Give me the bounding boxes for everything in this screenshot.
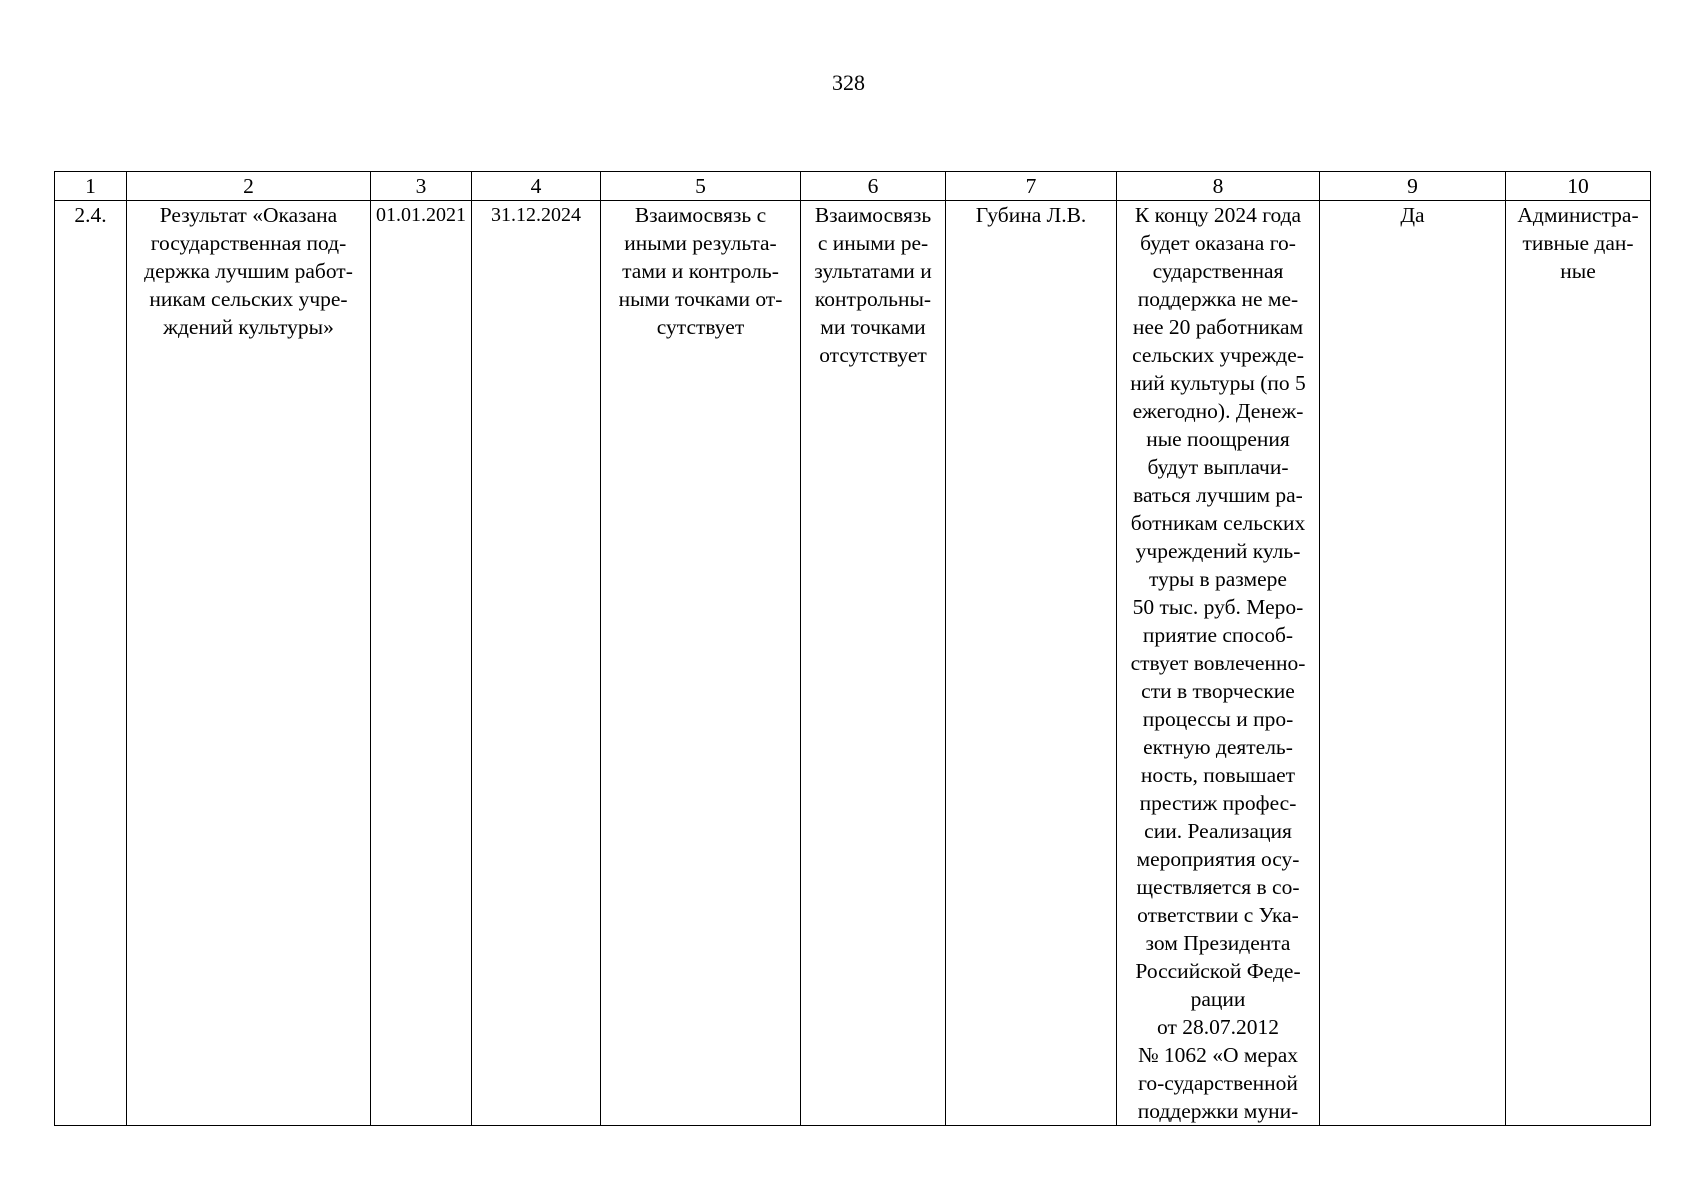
column-number-3: 3 bbox=[371, 172, 472, 201]
interrelation-points-cell bbox=[801, 201, 946, 1126]
column-number-row bbox=[55, 172, 1651, 201]
table-row bbox=[55, 201, 1651, 1126]
responsible-cell bbox=[946, 201, 1117, 1126]
column-number-7: 7 bbox=[946, 172, 1117, 201]
responsible-person: Губина Л.В. bbox=[975, 203, 1087, 227]
flag-cell bbox=[1320, 201, 1506, 1126]
description-cell bbox=[1117, 201, 1320, 1126]
interrelation-results-cell bbox=[601, 201, 801, 1126]
start-date-cell bbox=[371, 201, 472, 1126]
end-date-cell bbox=[472, 201, 601, 1126]
result-table bbox=[54, 171, 1651, 1126]
description-text: К концу 2024 года будет оказана го- сударственная поддержка не ме- нее 20 работникам сельских учрежде- ний культуры (по 5 ежегодно). Денеж- ные поощрения будут выплачи- ваться лучшим ра- ботникам сельских учреждений куль- туры в размере 50 тыс. руб. Меро- приятие способ- ствует вовлеченно- сти в творческие процессы и про- ектную деятель- ность, повышает престиж профес- сии. Реализация мероприятия осу- ществляется в со- ответствии с Ука- зом Президента Российской Феде- рации от 28.07.2012 № 1062 «О мерах го-сударственной поддержки муни- bbox=[1130, 203, 1306, 1123]
flag-value: Да bbox=[1400, 203, 1425, 227]
interrelation-results-text: Взаимосвязь с иными результа- тами и контроль- ными точками от- сутствует bbox=[618, 203, 783, 339]
column-number-2: 2 bbox=[127, 172, 371, 201]
source-text: Администра- тивные дан- ные bbox=[1517, 203, 1639, 283]
interrelation-points-text: Взаимосвязь с иными ре- зультатами и контрольны- ми точками отсутствует bbox=[814, 203, 932, 367]
end-date: 31.12.2024 bbox=[491, 204, 581, 226]
start-date: 01.01.2021 bbox=[376, 204, 466, 226]
column-number-9: 9 bbox=[1320, 172, 1506, 201]
row-number-cell bbox=[55, 201, 127, 1126]
result-text: Результат «Оказана государственная под- держка лучшим работ- никам сельских учре- ждений культуры» bbox=[144, 203, 353, 339]
column-number-6: 6 bbox=[801, 172, 946, 201]
source-cell bbox=[1506, 201, 1651, 1126]
page-number: 328 bbox=[832, 70, 865, 95]
row-number: 2.4. bbox=[74, 203, 107, 227]
column-number-5: 5 bbox=[601, 172, 801, 201]
column-number-4: 4 bbox=[472, 172, 601, 201]
result-cell bbox=[127, 201, 371, 1126]
column-number-8: 8 bbox=[1117, 172, 1320, 201]
column-number-10: 10 bbox=[1506, 172, 1651, 201]
column-number-1: 1 bbox=[55, 172, 127, 201]
